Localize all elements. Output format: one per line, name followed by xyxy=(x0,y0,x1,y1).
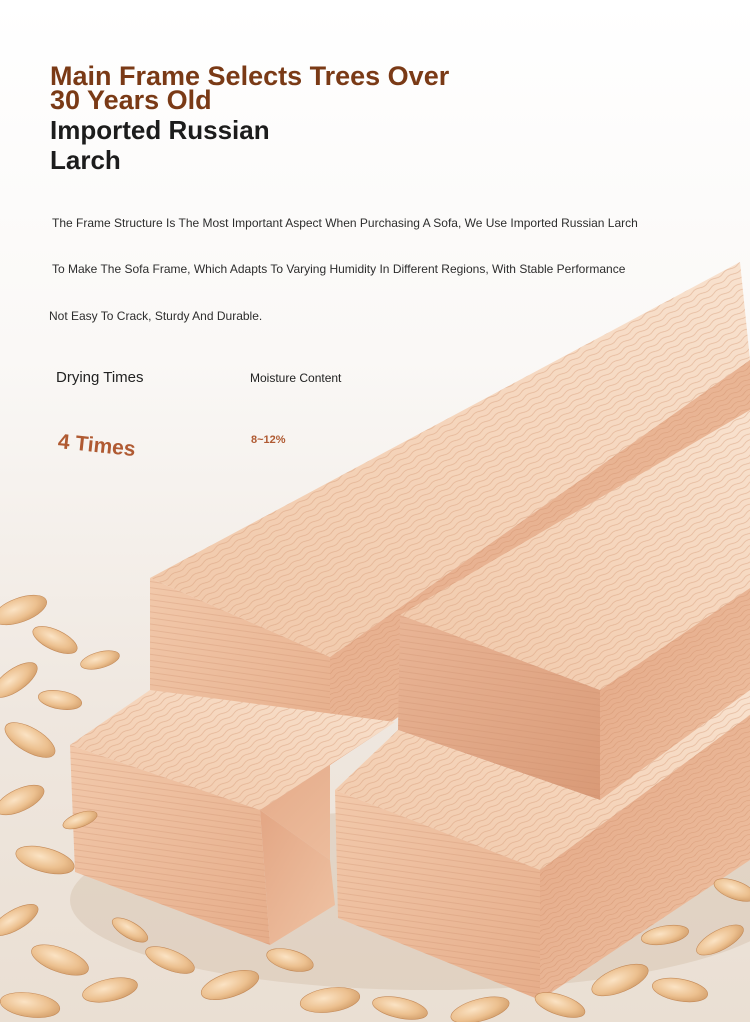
moisture-content-value: 8~12% xyxy=(251,434,286,446)
headline-accent-line-1: Main Frame Selects Trees Over xyxy=(50,61,450,91)
headline xyxy=(50,61,490,175)
drying-times-label: Drying Times xyxy=(56,369,144,386)
drying-times-value: 4 Times xyxy=(56,430,137,462)
headline-accent-line-2: 30 Years Old xyxy=(50,85,212,115)
description-line-3: Not Easy To Crack, Sturdy And Durable. xyxy=(49,309,263,323)
headline-line-3: Imported Russian xyxy=(50,115,270,145)
description-line-1: The Frame Structure Is The Most Important Aspect When Purchasing A Sofa, We Use Imported Russian Larch xyxy=(52,216,638,230)
headline-line-4: Larch xyxy=(50,145,121,175)
moisture-content-label: Moisture Content xyxy=(250,371,342,385)
description-line-2: To Make The Sofa Frame, Which Adapts To Varying Humidity In Different Regions, With Stable Performance xyxy=(52,262,626,276)
